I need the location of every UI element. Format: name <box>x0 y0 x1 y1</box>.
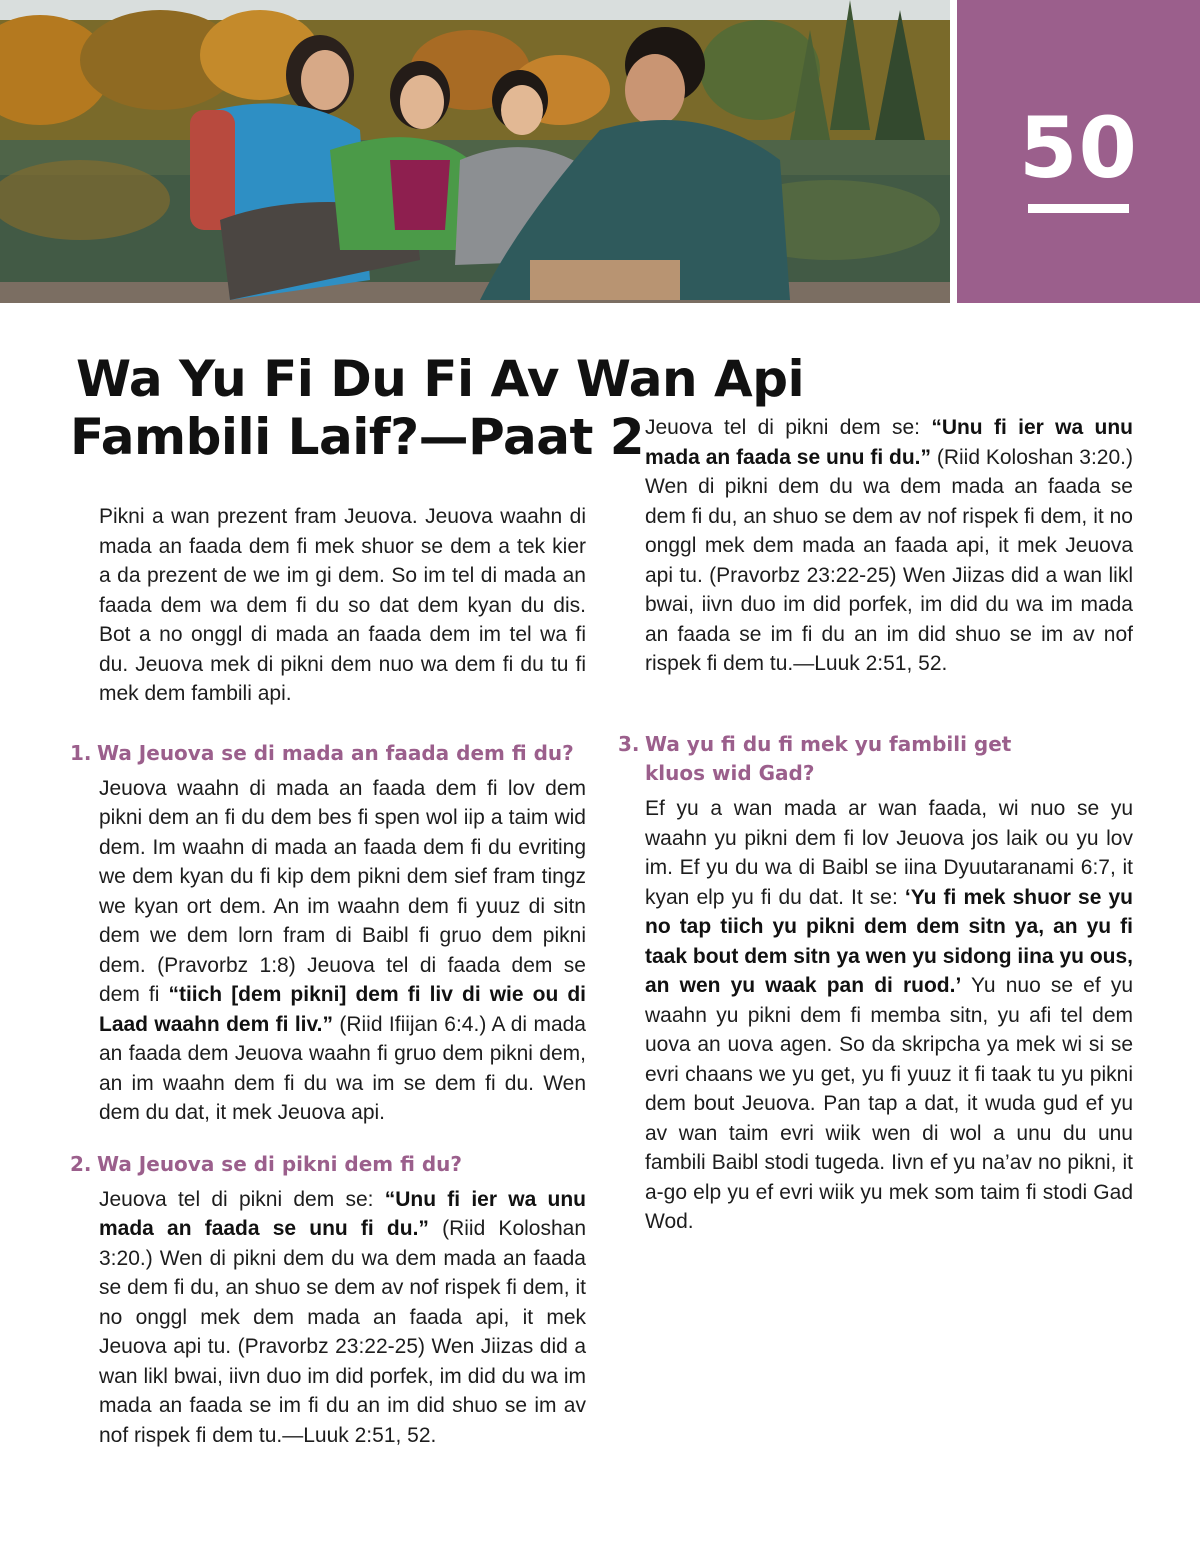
question-text-line-2: kluos wid Gad? <box>645 761 815 785</box>
photo-illustration <box>0 0 950 303</box>
lesson-number: 50 <box>1019 99 1138 197</box>
paragraph-text: Ef yu a wan mada ar wan faada, wi nuo se yu waahn yu pikni dem fi lov Jeuova jos laik ou yu lov im. Ef yu du wa di Baibl se iina Dyuutaranami 6:7, it kyan elp yu fi du dat. It se: <box>645 797 1133 909</box>
question-text: Wa Jeuova se di mada an faada dem fi du? <box>97 740 574 765</box>
question-1-heading <box>70 739 586 768</box>
scripture-quote: “Unu fi ier wa unu mada an faada se unu fi du.” <box>645 416 1133 469</box>
question-text: Wa Jeuova se di pikni dem fi du? <box>97 1151 463 1176</box>
paragraph-text: Jeuova waahn di mada an faada dem fi lov dem pikni dem an fi du dem bes fi spen wol iip a taim wid dem. Im waahn di mada an faada dem fi du evriting we dem kyan du fi kip dem pikni dem sief fram tingz we kyan ort dem. An im waahn dem fi yuuz di sitn dem we dem lorn fram di Baibl fi gruo dem pikni dem. (Pravorbz 1:8) Jeuova tel di faada dem se dem fi <box>99 776 586 1006</box>
question-text <box>645 730 1133 788</box>
scripture-quote: “Unu fi ier wa unu mada an faada se unu fi du.” <box>99 1187 586 1240</box>
left-column <box>70 502 587 1447</box>
paragraph-text: (Riid Koloshan 3:20.) Wen di pikni dem du wa dem mada an faada se dem fi du, an shuo se dem av nof rispek fi dem, it no onggl mek dem mada an faada api, it mek Jeuova api tu. (Pravorbz 23:22-25) Wen Jiizas did a wan likl bwai, iivn duo im did porfek, im did du wa im mada an faada se im fi du an im did shuo se im av nof rispek fi dem tu.—Luuk 2:51, 52. <box>99 1217 587 1447</box>
scripture-quote: ‘Yu fi mek shuor se yu no tap tiich yu pikni dem dem sitn ya, an yu fi taak bout dem sitn ya wen yu sidong iina yu ous, an wen yu waak pan di ruod.’ <box>645 885 1133 997</box>
section-2-continuation <box>618 416 1133 708</box>
section-1-paragraph <box>99 774 586 1128</box>
question-2-heading <box>70 1150 586 1179</box>
question-number: 1. <box>70 740 92 765</box>
paragraph-text: (Riid Koloshan 3:20.) Wen di pikni dem du wa dem mada an faada se dem fi du, an shuo se dem av nof rispek fi dem, it no onggl mek dem mada an faada api, it mek Jeuova api tu. (Pravorbz 23:22-25) Wen Jiizas did a wan likl bwai, iivn duo im did porfek, im did du wa im mada an faada se im fi du an im did shuo se im av nof rispek fi dem tu.—Luuk 2:51, 52. <box>645 445 1133 675</box>
page-title-line-1: Wa Yu Fi Du Fi Av Wan Api <box>76 350 805 408</box>
section-2-paragraph <box>99 1185 587 1447</box>
paragraph-text: Jeuova tel di pikni dem se: <box>99 1187 385 1211</box>
page-title-line-2: Fambili Laif?—Paat 2 <box>70 408 645 466</box>
section-2-paragraph-continued <box>645 413 1133 679</box>
intro-paragraph: Pikni a wan prezent fram Jeuova. Jeuova waahn di mada an faada dem fi mek shuor se dem a tek kier a da prezent de we im gi dem. So im tel di mada an faada dem wa dem fi du so dat dem kyan du dis. Bot a no onggl di mada an faada dem im tel wa fi du. Jeuova mek di pikni dem nuo wa dem fi du tu fi mek dem fambili api. <box>99 505 586 705</box>
lesson-number-underline <box>1028 204 1129 213</box>
scripture-quote: “tiich [dem pikni] dem fi liv di wie ou di Laad waahn dem fi liv.” <box>99 983 586 1036</box>
family-sitting-by-lake-photo <box>0 0 950 303</box>
question-number: 3. <box>618 732 640 756</box>
paragraph-text: Yu nuo se ef yu waahn yu pikni dem fi memba sitn, yu afi tel dem uova an uova agen. So da skripcha ya mek wi si se evri chaans we yu get, yu fi yuuz it fi taak tu yu pikni dem bout Jeuova. Pan tap a dat, it wuda gud ef yu av wan taim evri wiik wen di wol a unu du unu fambili Baibl stodi tugeda. Iivn ef yu na’av no pikni, it a-go elp yu ef evri wiik yu mek som taim fi stodi Gad Wod. <box>645 974 1133 1233</box>
paragraph-text: (Riid Ifiijan 6:4.) A di mada an faada dem Jeuova waahn fi gruo dem pikni dem, an im waahn dem fi du wa im se dem fi du. Wen dem du dat, it mek Jeuova api. <box>99 1012 586 1124</box>
question-text-line-1: Wa yu fi du fi mek yu fambili get <box>645 732 1012 756</box>
paragraph-text: Jeuova tel di pikni dem se: <box>645 416 932 439</box>
lesson-number-badge <box>957 0 1200 303</box>
question-3-heading <box>618 730 1133 788</box>
section-3-paragraph <box>645 794 1133 1237</box>
question-number: 2. <box>70 1151 92 1176</box>
right-column <box>618 416 1133 1237</box>
